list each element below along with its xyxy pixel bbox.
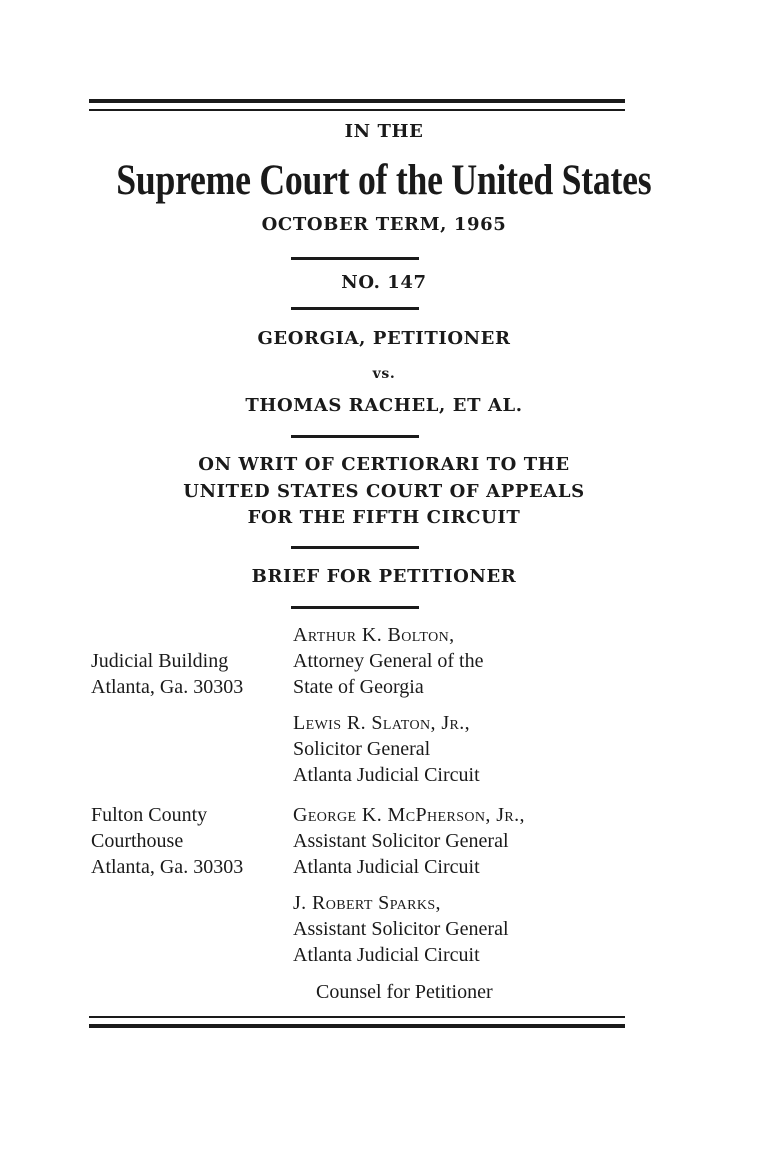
case-number: NO. 147 — [341, 272, 427, 293]
address-line: Fulton County — [91, 804, 208, 826]
divider-4 — [291, 546, 419, 549]
counsel-title-line: Atlanta Judicial Circuit — [293, 856, 480, 878]
counsel-entry-mcpherson — [293, 802, 525, 880]
bottom-double-rule — [89, 1016, 625, 1032]
address-block-1 — [91, 648, 243, 700]
writ-line-1: ON WRIT OF CERTIORARI TO THE — [198, 454, 570, 475]
counsel-title-line: Solicitor General — [293, 738, 431, 760]
counsel-entry-sparks — [293, 890, 509, 968]
address-line: Judicial Building — [91, 650, 229, 672]
counsel-title-line: State of Georgia — [293, 676, 424, 698]
writ-line-3: FOR THE FIFTH CIRCUIT — [247, 507, 521, 528]
counsel-name: Arthur K. Bolton, — [293, 624, 455, 646]
divider-5 — [291, 606, 419, 609]
top-double-rule — [89, 99, 625, 115]
term-label: OCTOBER TERM, 1965 — [261, 214, 507, 235]
counsel-for-petitioner-label: Counsel for Petitioner — [316, 981, 493, 1003]
counsel-entry-bolton — [293, 622, 483, 700]
counsel-entry-slaton — [293, 710, 480, 788]
top-rule-thin — [89, 109, 625, 111]
versus-label: vs. — [372, 366, 396, 382]
address-block-2 — [91, 802, 243, 880]
writ-line-2: UNITED STATES COURT OF APPEALS — [183, 481, 585, 502]
counsel-title-line: Attorney General of the — [293, 650, 484, 672]
bottom-rule-thin — [89, 1016, 625, 1018]
counsel-title-line: Assistant Solicitor General — [293, 830, 509, 852]
address-line: Atlanta, Ga. 30303 — [91, 676, 244, 698]
counsel-title-line: Assistant Solicitor General — [293, 918, 509, 940]
brief-title: BRIEF FOR PETITIONER — [251, 566, 517, 587]
address-line: Courthouse — [91, 830, 184, 852]
top-rule-thick — [89, 99, 625, 103]
counsel-title-line: Atlanta Judicial Circuit — [293, 944, 480, 966]
counsel-name: Lewis R. Slaton, Jr., — [293, 712, 471, 734]
divider-1 — [291, 257, 419, 260]
bottom-rule-thick — [89, 1024, 625, 1028]
address-line: Atlanta, Ga. 30303 — [91, 856, 244, 878]
in-the-label: IN THE — [344, 121, 424, 142]
divider-2 — [291, 307, 419, 310]
divider-3 — [291, 435, 419, 438]
counsel-title-line: Atlanta Judicial Circuit — [293, 764, 480, 786]
counsel-name: J. Robert Sparks, — [293, 892, 441, 914]
respondent-party: THOMAS RACHEL, ET AL. — [245, 395, 523, 416]
counsel-name: George K. McPherson, Jr., — [293, 804, 525, 826]
petitioner-party: GEORGIA, PETITIONER — [257, 328, 511, 349]
court-name: Supreme Court of the United States — [116, 157, 652, 204]
